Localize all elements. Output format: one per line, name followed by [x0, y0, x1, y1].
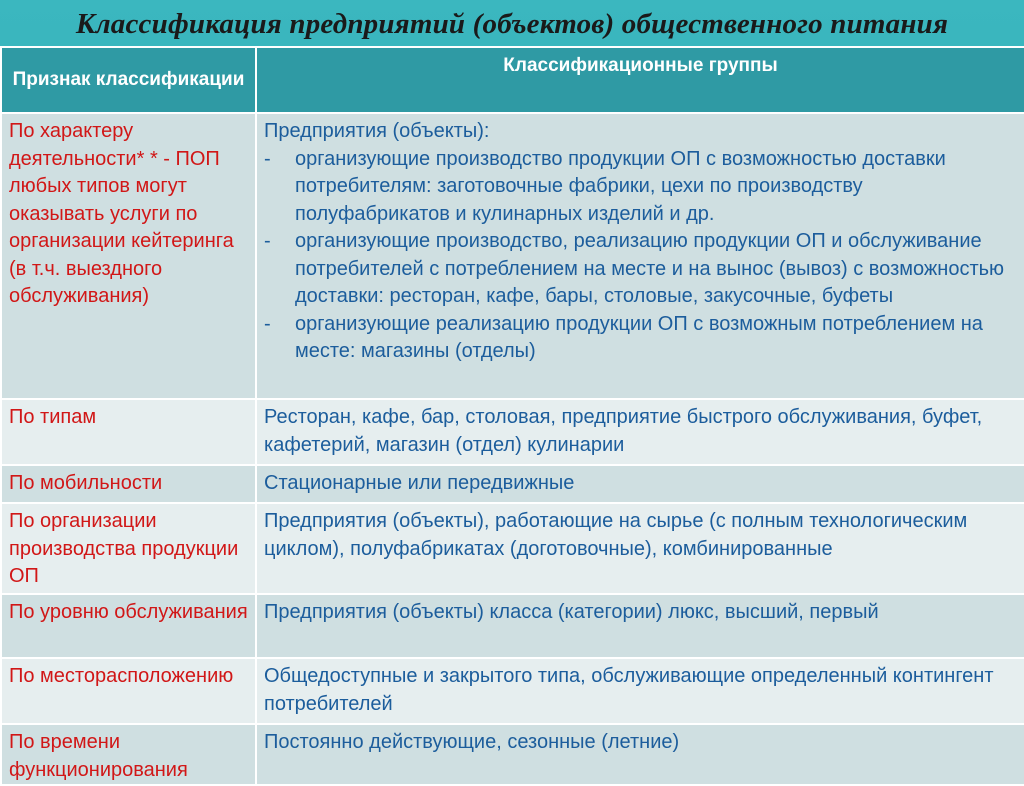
row-criterion: По мобильности	[1, 465, 256, 503]
row-groups: Ресторан, кафе, бар, столовая, предприятие быстрого обслуживания, буфет, кафетерий, магазин (отдел) кулинарии	[256, 399, 1024, 465]
table-row	[1, 503, 1024, 594]
table-header-row	[1, 47, 1024, 113]
header-criterion: Признак классификации	[1, 47, 256, 113]
row-groups: Предприятия (объекты) класса (категории) люкс, высший, первый	[256, 594, 1024, 658]
dash-bullet: -	[264, 312, 271, 335]
header-groups: Классификационные группы	[256, 47, 1024, 113]
groups-intro: Предприятия (объекты):	[264, 120, 490, 142]
table-row	[1, 113, 1024, 399]
row-criterion: По уровню обслуживания	[1, 594, 256, 658]
dash-bullet: -	[264, 230, 271, 252]
dash-bullet: -	[264, 147, 271, 170]
row-groups	[256, 113, 1024, 399]
row-groups: Общедоступные и закрытого типа, обслуживающие определенный контингент потребителей	[256, 658, 1024, 724]
row-criterion: По характеру деятельности* * - ПОП любых типов могут оказывать услуги по организации кейтеринга (в т.ч. выездного обслуживания)	[1, 113, 256, 399]
table-row	[1, 658, 1024, 724]
table-row	[1, 594, 1024, 658]
row-groups: Постоянно действующие, сезонные (летние)	[256, 724, 1024, 785]
table-row	[1, 399, 1024, 465]
table-row	[1, 465, 1024, 503]
list-item-text: организующие производство продукции ОП с возможностью доставки потребителям: заготовочные фабрики, цехи по производству полуфабрикатов и кулинарных изделий и др.	[295, 147, 946, 225]
list-item	[264, 146, 1018, 229]
row-groups: Предприятия (объекты), работающие на сырье (с полным технологическим циклом), полуфабрикатах (доготовочные), комбинированные	[256, 503, 1024, 594]
list-item-text: организующие реализацию продукции ОП с возможным потреблением на месте: магазины (отделы)	[295, 312, 983, 362]
list-item	[264, 311, 1018, 366]
row-groups: Стационарные или передвижные	[256, 465, 1024, 503]
row-criterion: По месторасположению	[1, 658, 256, 724]
list-item	[264, 228, 1018, 311]
row-criterion: По типам	[1, 399, 256, 465]
row-criterion: По времени функционирования	[1, 724, 256, 785]
list-item-text: организующие производство, реализацию продукции ОП и обслуживание потребителей с потреблением на месте и на вынос (вывоз) с возможностью доставки: ресторан, кафе, бары, столовые, закусочные, буфеты	[295, 230, 1005, 307]
row-criterion: По организации производства продукции ОП	[1, 503, 256, 594]
page-title: Классификация предприятий (объектов) общественного питания	[75, 8, 949, 40]
classification-table	[0, 46, 1024, 786]
table-row	[1, 724, 1024, 785]
